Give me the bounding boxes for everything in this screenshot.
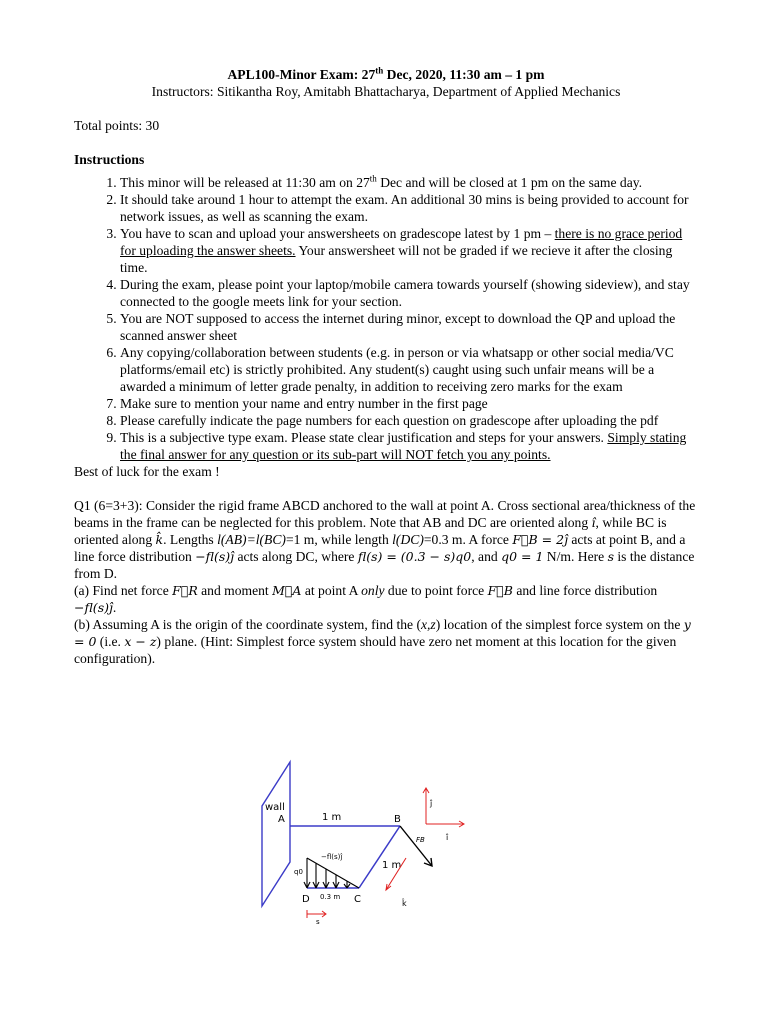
closing-line: Best of luck for the exam ! <box>74 464 220 479</box>
i-axis-label: î <box>446 833 449 842</box>
question-1b: (b) Assuming A is the origin of the coordinate system, find the (x,z) location of the simplest force system on the y = 0 (i.e. x − z) plane. (Hint: Simplest force system should have zero net moment at this location for the given configuration). <box>74 617 691 666</box>
j-axis-arrow <box>423 788 429 824</box>
k-axis-label: k̂ <box>402 899 407 908</box>
instructors-line: Instructors: Sitikantha Roy, Amitabh Bhattacharya, Department of Applied Mechanics <box>151 84 621 99</box>
instruction-item: 2. It should take around 1 hour to attempt the exam. An additional 30 mins is being provided to account for network issues, as well as scanning the exam. <box>120 191 698 225</box>
j-axis-label: ĵ <box>430 799 433 808</box>
question-1: Q1 (6=3+3): Consider the rigid frame ABCD anchored to the wall at point A. Cross sectional area/thickness of the beams in the frame can be neglected for this problem. Note that AB and DC are oriented along î, while BC is oriented along k̂. Lengths l(AB)=l(BC)=1 m, while length l(DC)=0.3 m. A force F⃗B = 2ĵ acts at point B, and a line force distribution −fl(s)ĵ acts along DC, where fl(s) = (0.3 − s)q0, and q0 = 1 N/m. Here s is the distance from D. <box>74 498 696 581</box>
instruction-item: 3. You have to scan and upload your answersheets on gradescope latest by 1 pm – there is no grace period for uploading the answer sheets. Your answersheet will not be graded if we recieve it after the closing time. <box>120 225 698 276</box>
length-dc-label: 0.3 m <box>320 893 341 901</box>
load-label: −fl(s)ĵ <box>321 853 343 861</box>
total-points: Total points: 30 <box>74 118 160 133</box>
instruction-item: 4. During the exam, please point your laptop/mobile camera towards yourself (showing sideview), and stay connected to the google meets link for your section. <box>120 276 698 310</box>
instructions-list <box>74 174 698 463</box>
s-label: s <box>316 918 320 926</box>
frame-diagram <box>258 758 472 928</box>
wall-shape <box>262 762 290 906</box>
i-axis-arrow <box>426 821 464 827</box>
instruction-item: 7. Make sure to mention your name and entry number in the first page <box>120 395 698 412</box>
fb-label: FB <box>416 836 425 844</box>
point-a-label: A <box>278 814 285 825</box>
instruction-item: 5. You are NOT supposed to access the internet during minor, except to download the QP and upload the scanned answer sheet <box>120 310 698 344</box>
beam-bc <box>359 826 400 888</box>
length-ab-label: 1 m <box>322 812 342 823</box>
instruction-item: 8. Please carefully indicate the page numbers for each question on gradescope after uploading the pdf <box>120 412 698 429</box>
question-1a: (a) Find net force F⃗R and moment M⃗A at point A only due to point force F⃗B and line force distribution −fl(s)ĵ. <box>74 583 658 615</box>
instruction-item: 9. This is a subjective type exam. Please state clear justification and steps for your answers. Simply stating the final answer for any question or its sub-part will NOT fetch you any points. <box>120 429 698 463</box>
instruction-item: 6. Any copying/collaboration between students (e.g. in person or via whatsapp or other social media/VC platforms/email etc) is strictly prohibited. Any student(s) caught using such unfair means will be a awarded a minimum of letter grade penalty, in addition to receiving zero marks for the exam <box>120 344 698 395</box>
s-arrow <box>307 910 326 918</box>
instructions-heading: Instructions <box>74 152 145 167</box>
point-b-label: B <box>394 814 401 825</box>
instruction-item: 1. This minor will be released at 11:30 am on 27th Dec and will be closed at 1 pm on the same day. <box>120 174 698 191</box>
q0-label: q0 <box>294 868 303 876</box>
exam-page <box>74 66 698 667</box>
length-bc-label: 1 m <box>382 860 402 871</box>
point-c-label: C <box>354 894 361 905</box>
wall-label: wall <box>265 802 285 813</box>
exam-title: APL100-Minor Exam: 27th Dec, 2020, 11:30 am – 1 pm <box>227 65 545 82</box>
point-d-label: D <box>302 894 310 905</box>
line-load <box>304 858 359 888</box>
